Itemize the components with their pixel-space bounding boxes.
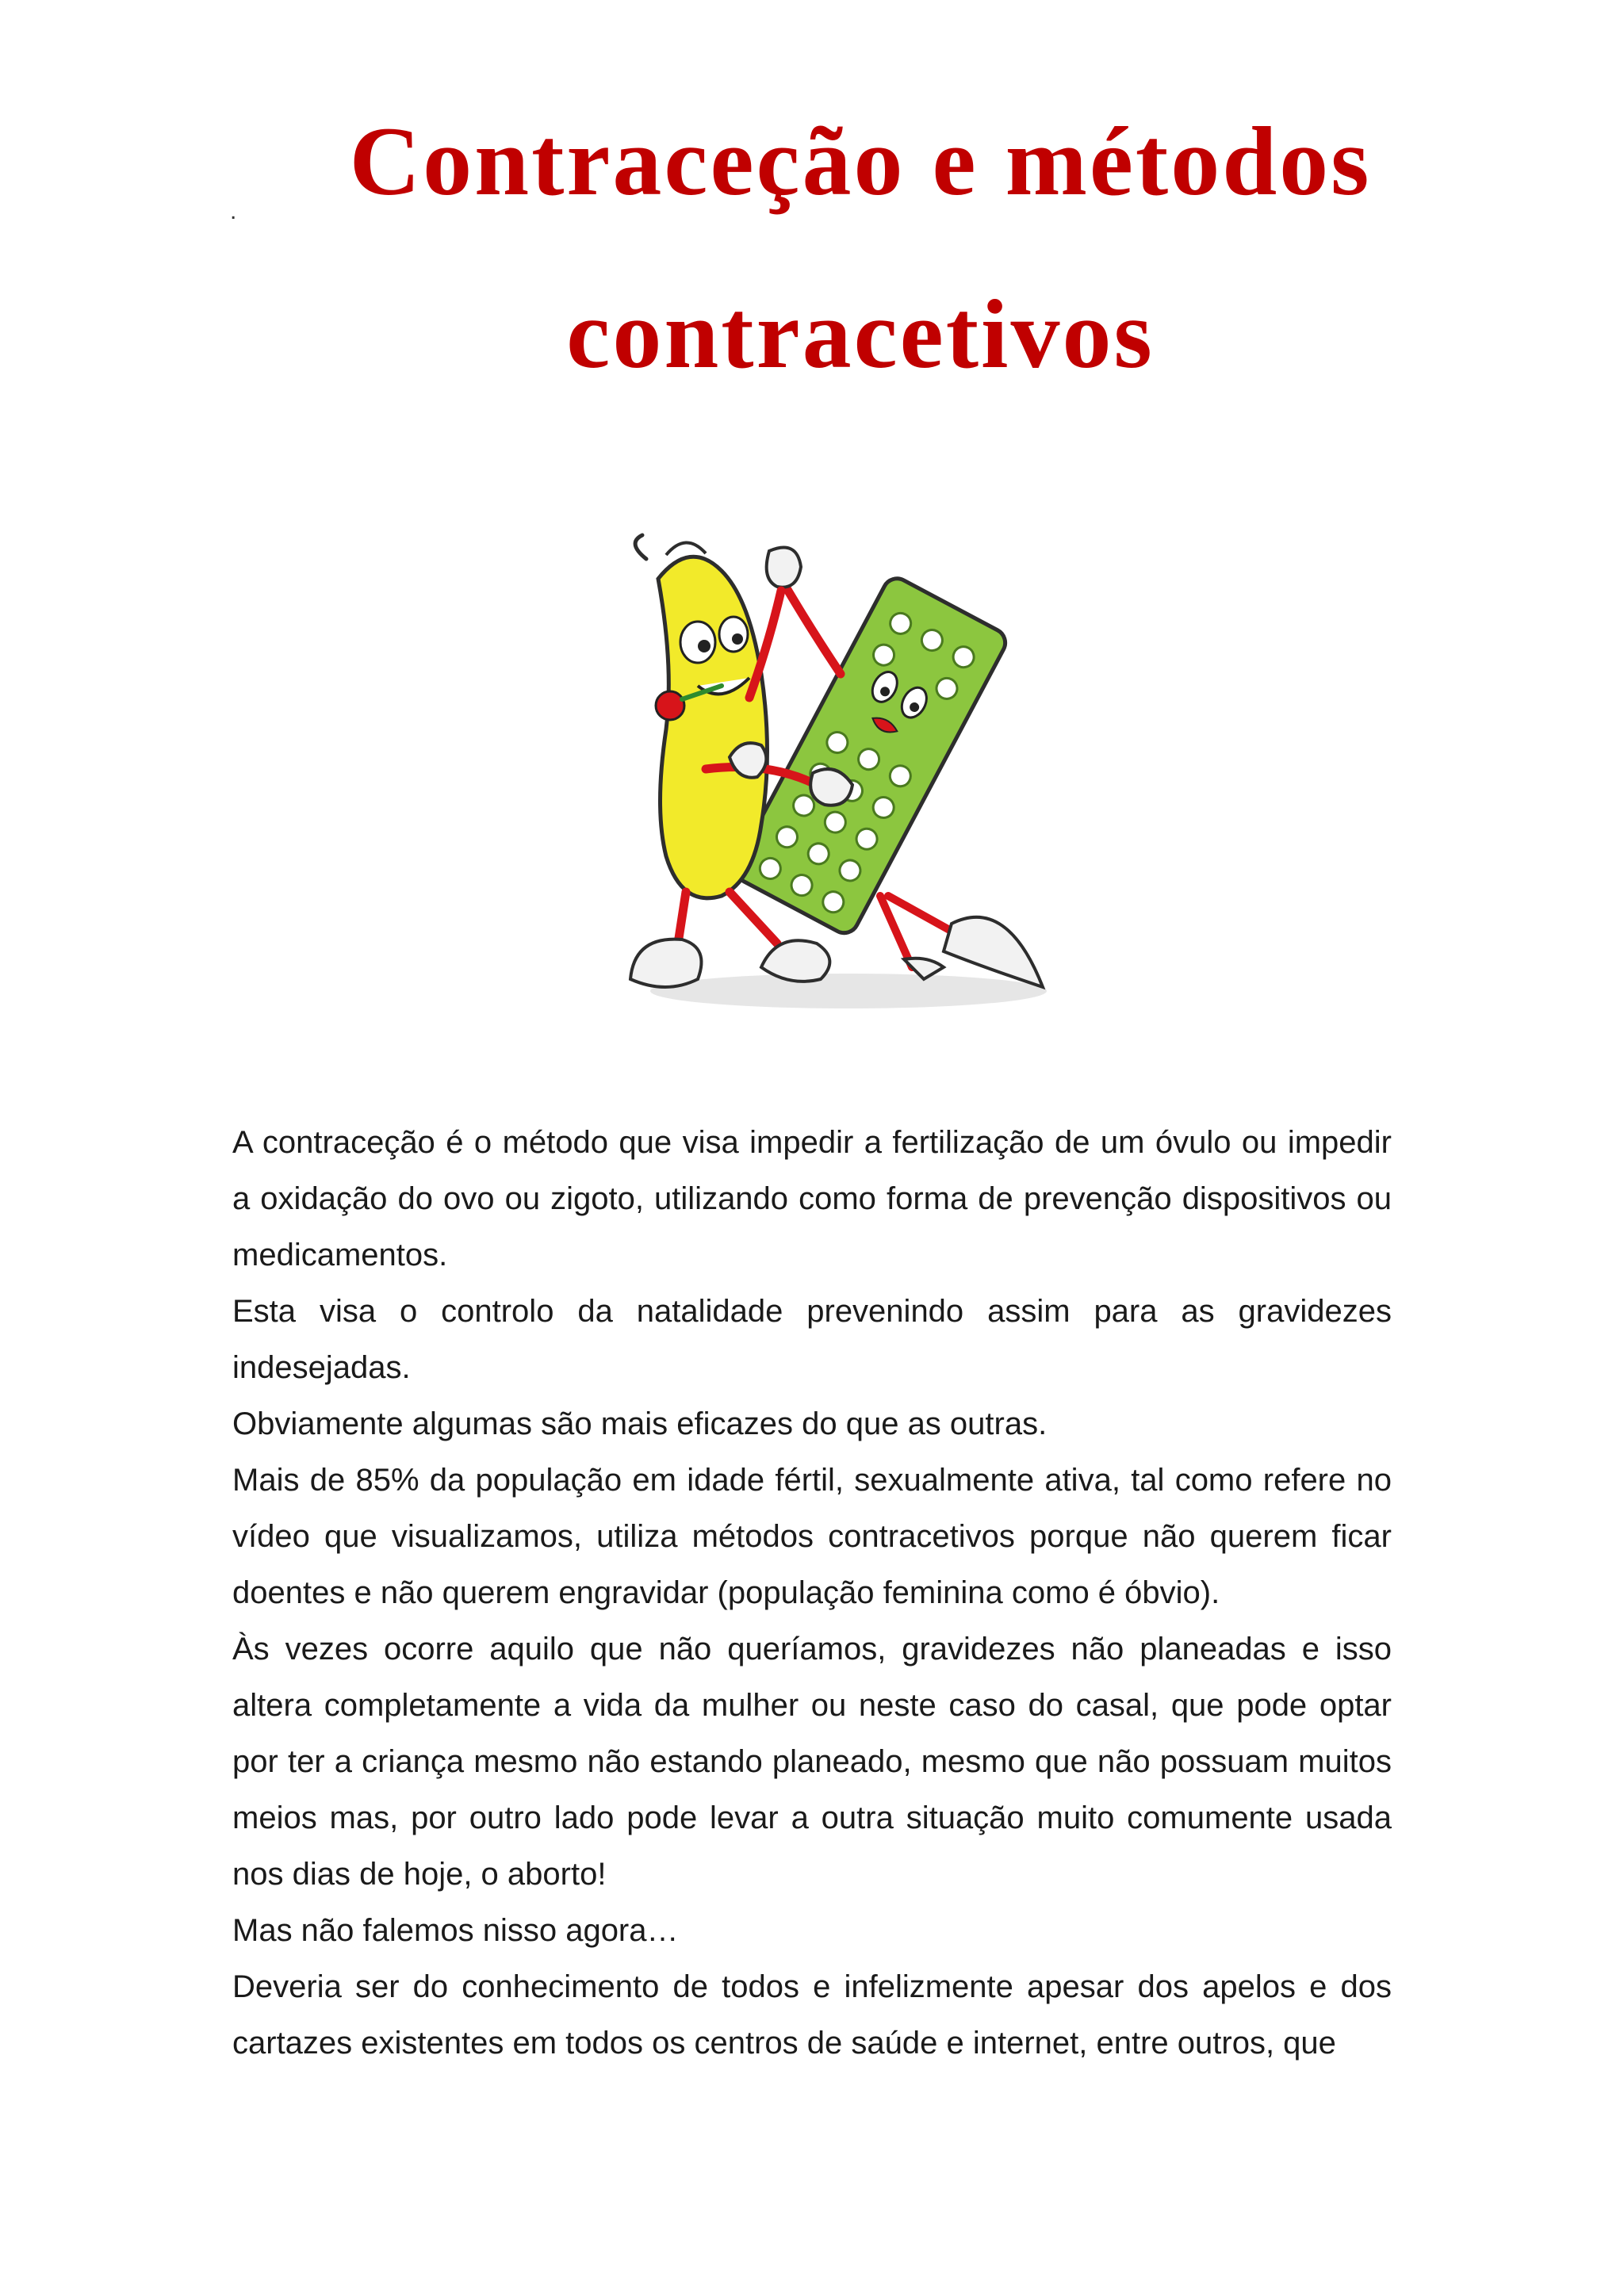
title-line-2: contracetivos [566, 280, 1155, 388]
page-title [238, 75, 1483, 421]
paragraph-7: Deveria ser do conhecimento de todos e infelizmente apesar dos apelos e dos cartazes existentes em todos os centros de saúde e internet, entre outros, que [232, 1969, 1392, 2061]
paragraph-4: Mais de 85% da população em idade fértil, sexualmente ativa, tal como refere no vídeo que visualizamos, utiliza métodos contracetivos porque não querem ficar doentes e não querem engravidar (população feminina como é óbvio). [232, 1463, 1392, 1610]
paragraph-3: Obviamente algumas são mais eficazes do que as outras. [232, 1406, 1048, 1441]
paragraph-6: Mas não falemos nisso agora… [232, 1913, 679, 1948]
paragraph-1: A contraceção é o método que visa impedir a fertilização de um óvulo ou impedir a oxidação do ovo ou zigoto, utilizando como forma de prevenção dispositivos ou medicamentos. [232, 1125, 1392, 1272]
body-text [232, 1115, 1392, 2072]
paragraph-2: Esta visa o controlo da natalidade prevenindo assim para as gravidezes indesejadas. [232, 1294, 1392, 1385]
title-line-1: Contraceção e métodos [349, 107, 1372, 216]
paragraph-5: Às vezes ocorre aquilo que não queríamos, gravidezes não planeadas e isso altera completamente a vida da mulher ou neste caso do casal, que pode optar por ter a criança mesmo não estando planeado, mesmo que não possuam muitos meios mas, por outro lado pode levar a outra situação muito comumente usada nos dias de hoje, o aborto! [232, 1632, 1392, 1892]
stray-mark: . [230, 198, 237, 224]
condom-and-pill-pack-cartoon-icon [611, 523, 1055, 1015]
condom-character [635, 535, 767, 898]
